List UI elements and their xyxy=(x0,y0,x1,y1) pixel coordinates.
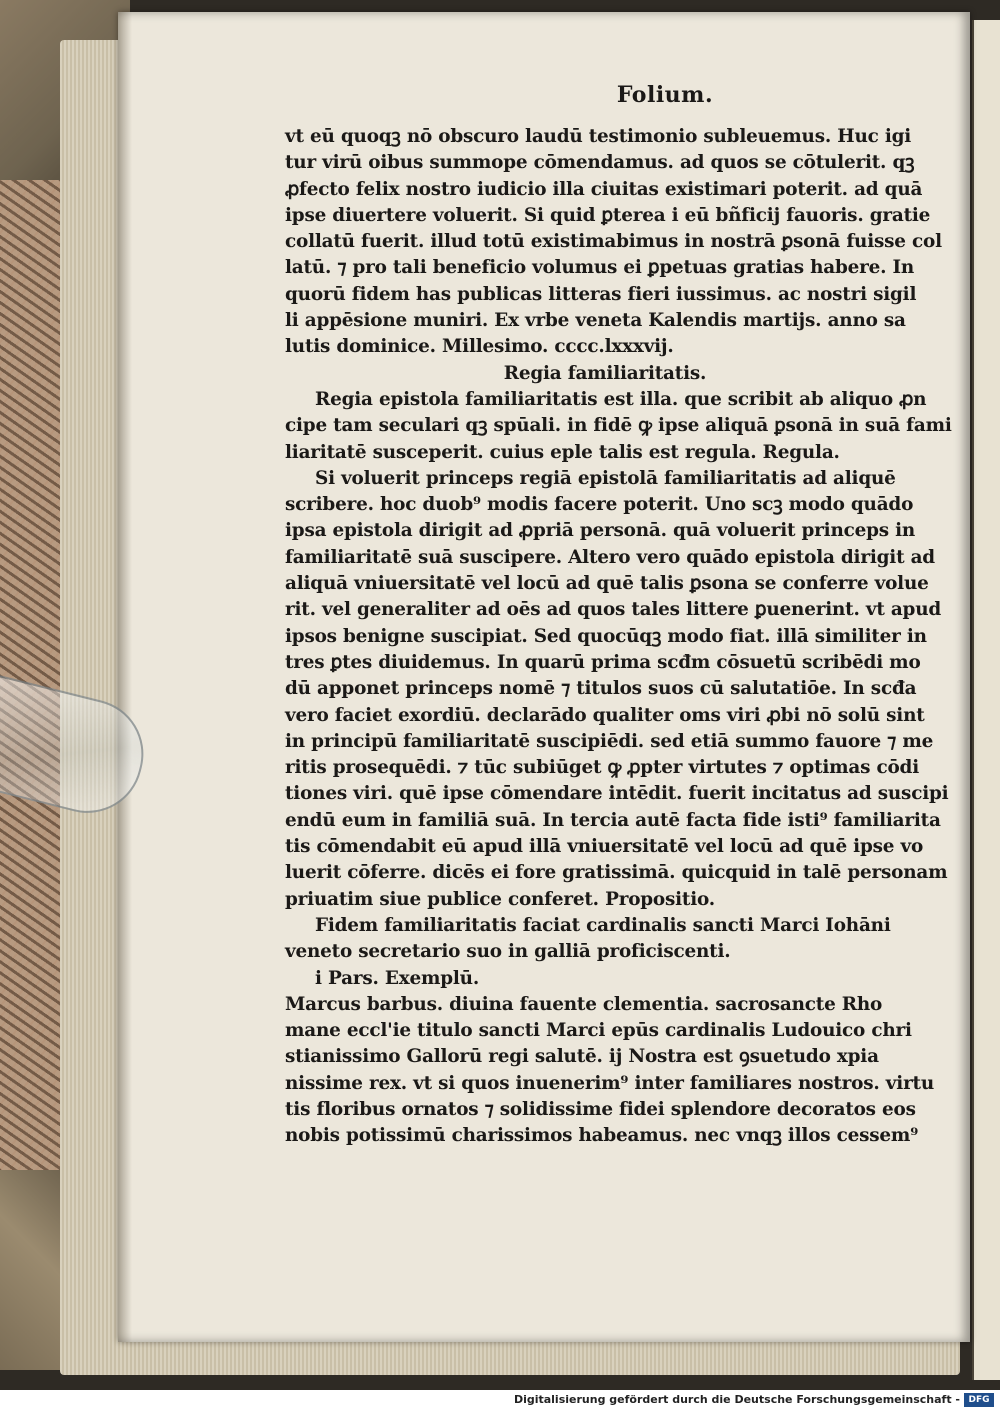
text-line: scribere. hoc duob⁹ modis facere poterit. Uno scꝫ modo quādo xyxy=(285,494,914,516)
text-line: stianissimo Gallorū regi salutē. ij Nostra est ꝯsuetudo xpia xyxy=(285,1046,879,1068)
page-header-folio: Folium. xyxy=(616,82,714,108)
section-heading: Regia familiaritatis. xyxy=(503,362,707,384)
dfg-logo: DFG xyxy=(964,1393,994,1407)
text-line: tis cōmendabit eū apud illā vniuersitatē vel locū ad quē ipse vo xyxy=(285,836,924,858)
text-line: aliquā vniuersitatē vel locū ad quē talis ꝑsona se conferre volue xyxy=(285,573,929,595)
text-line: priuatim siue publice conferet. Propositio. xyxy=(285,888,715,910)
text-line: ritis prosequēdi. ⁊ tūc subiūget ꝙ ꝓpter virtutes ⁊ optimas cōdi xyxy=(285,757,919,779)
page-text xyxy=(285,82,952,1150)
text-line: tur virū oibus summope cōmendamus. ad quos se cōtulerit. qꝫ xyxy=(285,152,915,174)
text-line: ipsos benigne suscipiat. Sed quocūqꝫ modo fiat. illā similiter in xyxy=(285,625,927,647)
text-line: nobis potissimū charissimos habeamus. nec vnqꝫ illos cessem⁹ xyxy=(285,1125,919,1147)
text-line: rit. vel generaliter ad oēs ad quos tales littere ꝑuenerint. vt apud xyxy=(285,599,942,621)
text-line: quorū fidem has publicas litteras fieri iussimus. ac nostri sigil xyxy=(285,283,917,305)
text-line: cipe tam seculari qꝫ spūali. in fidē ꝙ ipse aliquā ꝑsonā in suā fami xyxy=(285,415,952,437)
text-line: liaritatē susceperit. cuius eple talis est regula. Regula. xyxy=(285,441,840,463)
text-line: Marcus barbus. diuina fauente clementia. sacrosancte Rho xyxy=(285,993,883,1015)
text-line: vero faciet exordiū. declarādo qualiter oms viri ꝓbi nō solū sint xyxy=(285,704,925,726)
text-line: ipsa epistola dirigit ad ꝓpriā personā. quā voluerit princeps in xyxy=(285,520,916,542)
text-line: dū apponet princeps nomē ⁊ titulos suos cū salutatiōe. In scđa xyxy=(285,678,917,700)
text-line: in principū familiaritatē suscipiēdi. sed etiā summo fauore ⁊ me xyxy=(285,730,934,752)
text-line: Si voluerit princeps regiā epistolā familiaritatis ad aliquē xyxy=(315,467,896,489)
text-line: Fidem familiaritatis faciat cardinalis sancti Marci Iohāni xyxy=(315,914,891,936)
paragraph-1 xyxy=(285,124,942,361)
text-line: veneto secretario suo in galliā proficiscenti. xyxy=(285,941,731,963)
text-line: endū eum in familiā suā. In tercia autē facta fide isti⁹ familiarita xyxy=(285,809,941,831)
text-line: mane eccl'ie titulo sancti Marci epūs cardinalis Ludouico chri xyxy=(285,1020,912,1042)
funding-credit: Digitalisierung gefördert durch die Deutsche Forschungsgemeinschaft - xyxy=(513,1393,960,1406)
text-line: tis floribus ornatos ⁊ solidissime fidei splendore decoratos eos xyxy=(285,1098,916,1120)
text-line: latū. ⁊ pro tali beneficio volumus ei ꝑpetuas gratias habere. In xyxy=(285,257,915,279)
text-line: luerit cōferre. dicēs ei fore gratissimā. quicquid in talē personam xyxy=(285,862,948,884)
text-line: collatū fuerit. illud totū existimabimus in nostrā ꝑsonā fuisse col xyxy=(285,231,942,253)
text-line: Regia epistola familiaritatis est illa. que scribit ab aliquo ꝓn xyxy=(315,388,927,410)
pars-exemplum-line: i Pars. Exemplū. xyxy=(315,967,480,989)
text-line: tiones viri. quē ipse cōmendare intēdit. fuerit incitatus ad suscipi xyxy=(285,783,949,805)
text-line: nissime rex. vt si quos inuenerim⁹ inter familiares nostros. virtu xyxy=(285,1072,935,1094)
text-line: ꝓfecto felix nostro iudicio illa ciuitas existimari poterit. ad quā xyxy=(285,178,923,200)
text-line: vt eū quoqꝫ nō obscuro laudū testimonio subleuemus. Huc igi xyxy=(285,126,912,147)
paragraph-2 xyxy=(285,387,952,966)
text-line: tres ꝑtes diuidemus. In quarū prima scđm cōsuetū scribēdi mo xyxy=(285,651,921,673)
paragraph-3 xyxy=(285,992,935,1150)
page-gutter xyxy=(118,12,132,1342)
text-line: li appēsione muniri. Ex vrbe veneta Kalendis martijs. anno sa xyxy=(285,310,906,332)
facing-page-edge xyxy=(972,20,1000,1380)
text-line: ipse diuertere voluerit. Si quid ꝑterea i eū bñficij fauoris. gratie xyxy=(285,204,931,226)
text-line: familiaritatē suā suscipere. Altero vero quādo epistola dirigit ad xyxy=(285,546,935,568)
text-line: lutis dominice. Millesimo. cccc.lxxxvij. xyxy=(285,336,674,358)
